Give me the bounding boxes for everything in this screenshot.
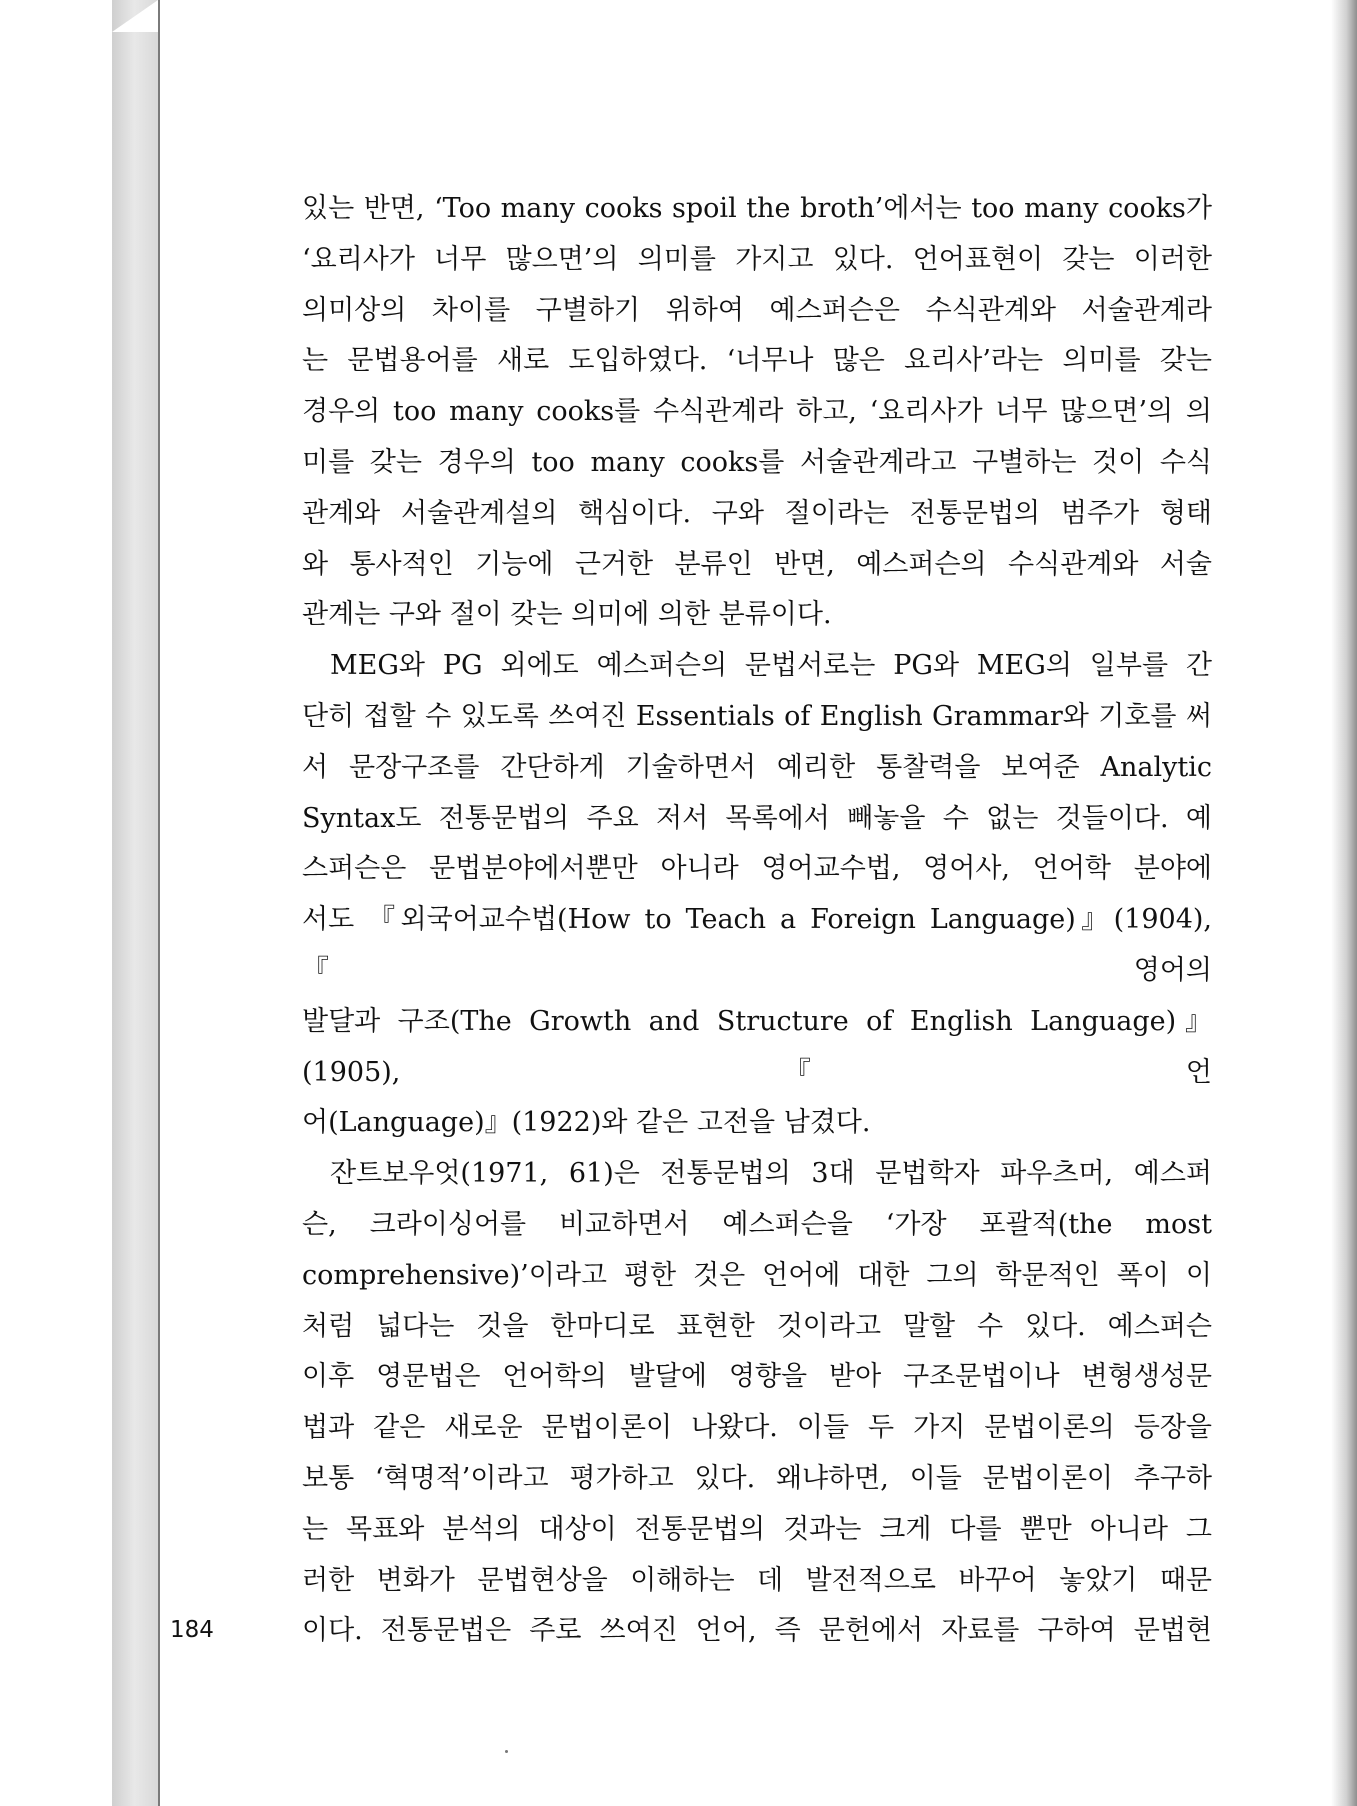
page-number: 184: [170, 1617, 214, 1643]
text-line: MEG와 PG 외에도 예스퍼슨의 문법서로는 PG와 MEG의 일부를 간: [330, 650, 1212, 682]
paragraph-3: [302, 1149, 1212, 1657]
text-line: comprehensive)’이라고 평한 것은 언어에 대한 그의 학문적인 폭이 이: [302, 1259, 1212, 1291]
book-page: [158, 0, 1333, 1806]
book-spine-edge: [112, 0, 162, 1806]
text-line: ‘요리사가 너무 많으면’의 의미를 가지고 있다. 언어표현이 갖는 이러한: [302, 243, 1212, 275]
text-line: 이후 영문법은 언어학의 발달에 영향을 받아 구조문법이나 변형생성문: [302, 1361, 1212, 1393]
text-line: 경우의 too many cooks를 수식관계라 하고, ‘요리사가 너무 많으면’의 의: [302, 396, 1212, 428]
text-line: 관계는 구와 절이 갖는 의미에 의한 분류이다.: [302, 599, 832, 631]
text-line: 러한 변화가 문법현상을 이해하는 데 발전적으로 바꾸어 놓았기 때문: [302, 1564, 1212, 1596]
text-line: 슨, 크라이싱어를 비교하면서 예스퍼슨을 ‘가장 포괄적(the most: [302, 1208, 1212, 1240]
text-line: 이다. 전통문법은 주로 쓰여진 언어, 즉 문헌에서 자료를 구하여 문법현: [302, 1615, 1212, 1647]
text-line: 있는 반면, ‘Too many cooks spoil the broth’에서는 too many cooks가: [302, 193, 1212, 224]
text-line: 서 문장구조를 간단하게 기술하면서 예리한 통찰력을 보여준 Analytic: [302, 751, 1212, 783]
page-body-text: [302, 184, 1212, 1657]
text-line: 발달과 구조(The Growth and Structure of English Language)』(1905), 『언: [302, 1005, 1212, 1088]
text-line: 는 목표와 분석의 대상이 전통문법의 것과는 크게 다를 뿐만 아니라 그: [302, 1513, 1212, 1545]
text-line: 잔트보우엇(1971, 61)은 전통문법의 3대 문법학자 파우츠머, 예스퍼: [330, 1158, 1212, 1190]
text-line: 어(Language)』(1922)와 같은 고전을 남겼다.: [302, 1107, 871, 1139]
text-line: Syntax도 전통문법의 주요 저서 목록에서 빼놓을 수 없는 것들이다. 예: [302, 802, 1212, 834]
text-line: 관계와 서술관계설의 핵심이다. 구와 절이라는 전통문법의 범주가 형태: [302, 497, 1212, 529]
text-line: 단히 접할 수 있도록 쓰여진 Essentials of English Grammar와 기호를 써: [302, 700, 1212, 732]
text-line: 미를 갖는 경우의 too many cooks를 서술관계라고 구별하는 것이 수식: [302, 446, 1212, 478]
text-line: 서도 『외국어교수법(How to Teach a Foreign Language)』(1904), 『영어의: [302, 904, 1212, 986]
text-line: 법과 같은 새로운 문법이론이 나왔다. 이들 두 가지 문법이론의 등장을: [302, 1412, 1212, 1444]
speck: [505, 1750, 508, 1753]
paragraph-1: [302, 184, 1212, 641]
text-line: 와 통사적인 기능에 근거한 분류인 반면, 예스퍼슨의 수식관계와 서술: [302, 548, 1212, 580]
text-line: 는 문법용어를 새로 도입하였다. ‘너무나 많은 요리사’라는 의미를 갖는: [302, 345, 1212, 377]
text-line: 보통 ‘혁명적’이라고 평가하고 있다. 왜냐하면, 이들 문법이론이 추구하: [302, 1462, 1212, 1494]
page-edge-shadow: [1331, 0, 1357, 1806]
text-line: 처럼 넓다는 것을 한마디로 표현한 것이라고 말할 수 있다. 예스퍼슨: [302, 1310, 1212, 1342]
text-line: 의미상의 차이를 구별하기 위하여 예스퍼슨은 수식관계와 서술관계라: [302, 294, 1212, 326]
paragraph-2: [302, 641, 1212, 1149]
text-line: 스퍼슨은 문법분야에서뿐만 아니라 영어교수법, 영어사, 언어학 분야에: [302, 853, 1212, 885]
